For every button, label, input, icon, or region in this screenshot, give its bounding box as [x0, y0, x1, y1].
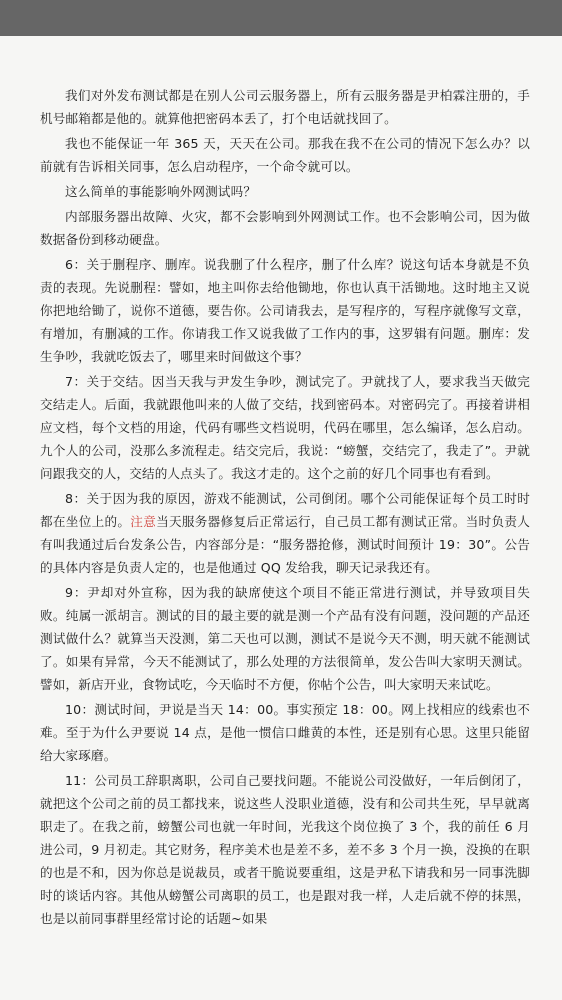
paragraph-point-10: 10：测试时间，尹说是当天 14：00。事实预定 18：00。网上找相应的线索也不难。至于为什么尹要说 14 点，是他一惯信口雌黄的本性，还是别有心思。这里只能留给大家琢磨。 — [40, 702, 530, 763]
paragraph-point-7: 7：关于交结。因当天我与尹发生争吵，测试完了。尹就找了人，要求我当天做完交结走人。后面，我就跟他叫来的人做了交结，找到密码本。对密码完了。再接着讲相应文档，每个文档的用途，代码有哪些文档说明，代码在哪里，怎么编译，怎么启动。九个人的公司，没那么多流程走。结交完后，我说：“螃蟹，交结完了，我走了”。尹就问跟我交的人，交结的人点头了。我这才走的。这个之前的好几个同事也有看到。 — [40, 374, 530, 481]
paragraph-internal-server: 内部服务器出故障、火灾，都不会影响到外网测试工作。也不会影响公司，因为做数据备份到移动硬盘。 — [40, 209, 530, 247]
paragraph-point-6: 6：关于删程序、删库。说我删了什么程序，删了什么库？说这句话本身就是不负责的表现。先说删程：譬如，地主叫你去给他锄地，你也认真干活锄地。这时地主又说你把地给锄了，说你不道德，要告你。公司请我去，是写程序的，写程序就像写文章，有增加，有删减的工作。你请我工作又说我做了工作内的事，这罗辑有问题。删库：发生争吵，我就吃饭去了，哪里来时间做这个事？ — [40, 257, 530, 364]
document-body — [40, 84, 530, 932]
point-8-text-after: 当天服务器修复后正常运行，自己员工都有测试正常。当时负责人有叫我通过后台发条公告，内容部分是：“服务器抢修，测试时间预计 19：30”。公告的具体内容是负责人定的，也是他通过 QQ 发给我，聊天记录我还有。 — [40, 514, 530, 575]
top-gray-bar — [0, 0, 562, 36]
paragraph-not-always-in-office: 我也不能保证一年 365 天，天天在公司。那我在我不在公司的情况下怎么办？以前就有告诉相关同事，怎么启动程序，一个命令就可以。 — [40, 136, 530, 174]
paragraph-cloud-servers: 我们对外发布测试都是在别人公司云服务器上，所有云服务器是尹柏霖注册的，手机号邮箱都是他的。就算他把密码本丢了，打个电话就找回了。 — [40, 88, 530, 126]
paragraph-point-9: 9：尹却对外宣称，因为我的缺席使这个项目不能正常进行测试，并导致项目失败。纯属一派胡言。测试的目的最主要的就是测一个产品有没有问题，没问题的产品还测试做什么？就算当天没测，第二天也可以测，测试不是说今天不测，明天就不能测试了。如果有异常，今天不能测试了，那么处理的方法很简单，发公告叫大家明天测试。譬如，新店开业，食物试吃，今天临时不方便，你帖个公告，叫大家明天来试吃。 — [40, 585, 530, 692]
paragraph-point-11: 11：公司员工辞职离职，公司自己要找问题。不能说公司没做好，一年后倒闭了，就把这个公司之前的员工都找来，说这些人没职业道德，没有和公司共生死，早早就离职走了。在我之前，螃蟹公司也就一年时间，光我这个岗位换了 3 个，我的前任 6 月进公司，9 月初走。其它财务，程序美术也是差不多，差不多 3 个月一换，没换的在职的也是不和，因为你总是说裁员，或者干脆说要重组，这是尹私下请我和另一同事洗脚时的谈话内容。其他从螃蟹公司离职的员工，也是跟对我一样，人走后就不停的抹黑，也是以前同事群里经常讨论的话题~如果 — [40, 773, 530, 926]
paragraph-simple-question: 这么简单的事能影响外网测试吗？ — [65, 184, 257, 199]
paragraph-point-8 — [40, 487, 530, 579]
point-8-text-before: 8：关于因为我的原因，游戏不能测试，公司倒闭。哪个公司能保证每个员工时时都在坐位上的。 — [40, 491, 530, 529]
point-8-highlight-word: 注意 — [130, 514, 157, 529]
